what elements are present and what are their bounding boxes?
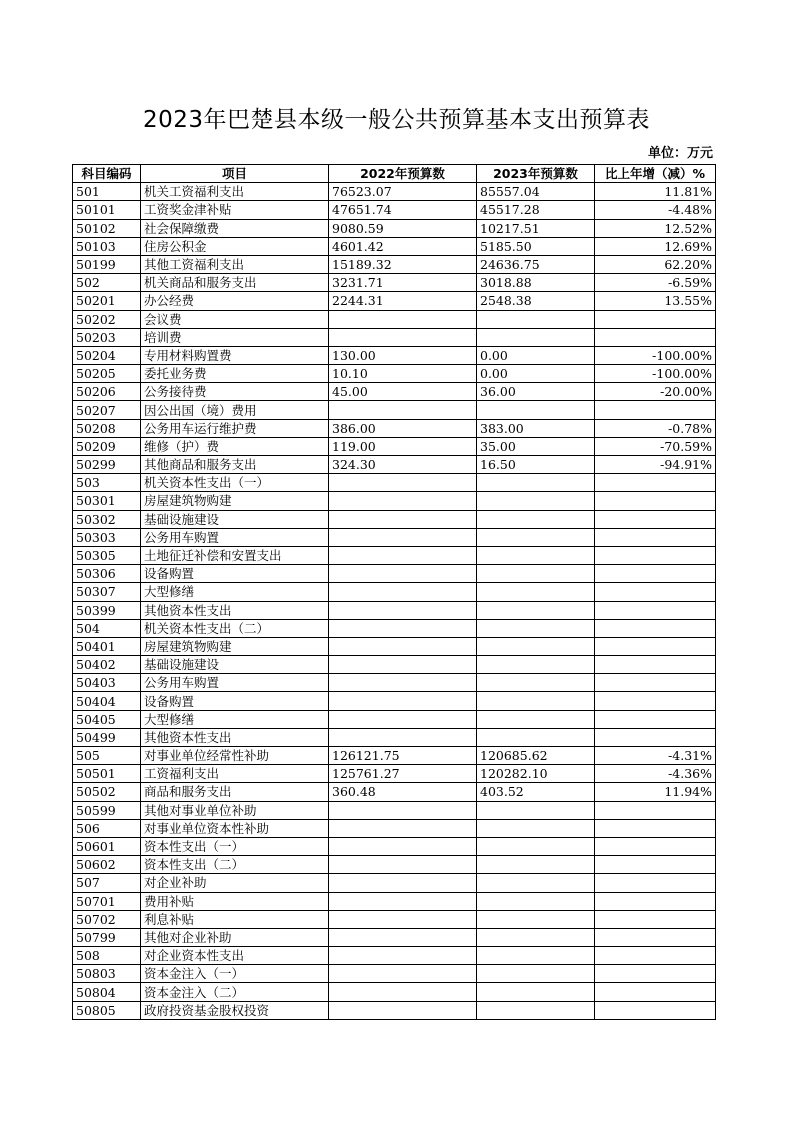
- cell-2022: [329, 910, 477, 928]
- table-row: [73, 510, 716, 528]
- cell-2023: [477, 601, 595, 619]
- table-row: [73, 728, 716, 746]
- cell-item: 公务用车运行维护费: [141, 419, 329, 437]
- cell-code: 50203: [73, 328, 141, 346]
- cell-2022: [329, 656, 477, 674]
- table-row: [73, 310, 716, 328]
- cell-2023: 383.00: [477, 419, 595, 437]
- cell-item: 机关工资福利支出: [141, 183, 329, 201]
- cell-code: 50804: [73, 983, 141, 1001]
- cell-2023: 120685.62: [477, 747, 595, 765]
- cell-code: 50303: [73, 528, 141, 546]
- cell-item: 其他资本性支出: [141, 601, 329, 619]
- table-row: [73, 837, 716, 855]
- cell-item: 对事业单位资本性补助: [141, 819, 329, 837]
- cell-2022: 47651.74: [329, 201, 477, 219]
- cell-code: 50702: [73, 910, 141, 928]
- cell-item: 费用补贴: [141, 892, 329, 910]
- cell-code: 50207: [73, 401, 141, 419]
- cell-2023: 24636.75: [477, 255, 595, 273]
- cell-change: -4.31%: [595, 747, 716, 765]
- cell-item: 其他工资福利支出: [141, 255, 329, 273]
- cell-2022: [329, 619, 477, 637]
- cell-change: [595, 492, 716, 510]
- cell-change: [595, 892, 716, 910]
- cell-item: 设备购置: [141, 565, 329, 583]
- cell-item: 培训费: [141, 328, 329, 346]
- cell-change: -0.78%: [595, 419, 716, 437]
- table-row: [73, 365, 716, 383]
- cell-code: 50502: [73, 783, 141, 801]
- cell-change: -4.36%: [595, 765, 716, 783]
- cell-item: 机关资本性支出（二）: [141, 619, 329, 637]
- cell-item: 公务用车购置: [141, 674, 329, 692]
- cell-item: 设备购置: [141, 692, 329, 710]
- cell-change: [595, 947, 716, 965]
- cell-2023: [477, 565, 595, 583]
- cell-2022: 119.00: [329, 437, 477, 455]
- cell-change: [595, 637, 716, 655]
- cell-code: 50103: [73, 237, 141, 255]
- cell-item: 基础设施建设: [141, 510, 329, 528]
- table-row: [73, 619, 716, 637]
- table-row: [73, 437, 716, 455]
- cell-code: 50404: [73, 692, 141, 710]
- cell-code: 50206: [73, 383, 141, 401]
- cell-change: [595, 583, 716, 601]
- table-row: [73, 765, 716, 783]
- cell-change: [595, 656, 716, 674]
- cell-change: [595, 874, 716, 892]
- cell-code: 50301: [73, 492, 141, 510]
- cell-item: 社会保障缴费: [141, 219, 329, 237]
- table-row: [73, 965, 716, 983]
- cell-item: 资本性支出（一）: [141, 837, 329, 855]
- table-row: [73, 1001, 716, 1019]
- cell-2022: [329, 892, 477, 910]
- cell-code: 50701: [73, 892, 141, 910]
- cell-2022: 126121.75: [329, 747, 477, 765]
- cell-2022: [329, 856, 477, 874]
- cell-2022: [329, 637, 477, 655]
- cell-change: [595, 310, 716, 328]
- cell-2022: [329, 710, 477, 728]
- cell-code: 50208: [73, 419, 141, 437]
- table-row: [73, 201, 716, 219]
- cell-item: 房屋建筑物购建: [141, 637, 329, 655]
- cell-2022: [329, 947, 477, 965]
- cell-2023: 2548.38: [477, 292, 595, 310]
- cell-2023: [477, 692, 595, 710]
- cell-2022: [329, 819, 477, 837]
- cell-change: [595, 692, 716, 710]
- cell-item: 公务接待费: [141, 383, 329, 401]
- table-row: [73, 419, 716, 437]
- table-row: [73, 328, 716, 346]
- cell-2023: [477, 819, 595, 837]
- cell-change: [595, 619, 716, 637]
- cell-change: 13.55%: [595, 292, 716, 310]
- cell-2023: [477, 928, 595, 946]
- cell-code: 50602: [73, 856, 141, 874]
- cell-code: 505: [73, 747, 141, 765]
- cell-change: [595, 819, 716, 837]
- cell-code: 508: [73, 947, 141, 965]
- table-row: [73, 237, 716, 255]
- cell-change: [595, 328, 716, 346]
- table-row: [73, 892, 716, 910]
- cell-2022: 15189.32: [329, 255, 477, 273]
- table-row: [73, 910, 716, 928]
- table-row: [73, 819, 716, 837]
- table-row: [73, 637, 716, 655]
- cell-2023: 403.52: [477, 783, 595, 801]
- cell-2022: [329, 692, 477, 710]
- cell-code: 50307: [73, 583, 141, 601]
- table-row: [73, 456, 716, 474]
- cell-code: 50599: [73, 801, 141, 819]
- cell-2023: [477, 947, 595, 965]
- cell-2022: [329, 674, 477, 692]
- table-row: [73, 947, 716, 965]
- cell-change: -4.48%: [595, 201, 716, 219]
- cell-2022: [329, 401, 477, 419]
- cell-item: 其他对企业补助: [141, 928, 329, 946]
- table-row: [73, 346, 716, 364]
- cell-2022: 125761.27: [329, 765, 477, 783]
- cell-2022: 3231.71: [329, 274, 477, 292]
- cell-2022: [329, 546, 477, 564]
- cell-item: 对企业资本性支出: [141, 947, 329, 965]
- cell-2022: [329, 874, 477, 892]
- cell-code: 50405: [73, 710, 141, 728]
- cell-2023: [477, 983, 595, 1001]
- table-row: [73, 546, 716, 564]
- cell-2023: [477, 728, 595, 746]
- cell-code: 50499: [73, 728, 141, 746]
- table-row: [73, 601, 716, 619]
- cell-code: 50403: [73, 674, 141, 692]
- cell-change: 11.94%: [595, 783, 716, 801]
- page-title: 2023年巴楚县本级一般公共预算基本支出预算表: [142, 107, 651, 133]
- cell-2023: 3018.88: [477, 274, 595, 292]
- cell-item: 利息补贴: [141, 910, 329, 928]
- cell-2023: [477, 710, 595, 728]
- cell-code: 50402: [73, 656, 141, 674]
- cell-change: [595, 928, 716, 946]
- table-row: [73, 292, 716, 310]
- cell-2023: [477, 474, 595, 492]
- cell-2022: 360.48: [329, 783, 477, 801]
- cell-2022: 130.00: [329, 346, 477, 364]
- cell-2023: [477, 1001, 595, 1019]
- cell-code: 50209: [73, 437, 141, 455]
- cell-code: 50299: [73, 456, 141, 474]
- cell-code: 507: [73, 874, 141, 892]
- cell-2023: [477, 401, 595, 419]
- cell-2023: [477, 656, 595, 674]
- cell-2023: 35.00: [477, 437, 595, 455]
- cell-change: [595, 728, 716, 746]
- cell-item: 工资福利支出: [141, 765, 329, 783]
- cell-2022: [329, 983, 477, 1001]
- cell-code: 50799: [73, 928, 141, 946]
- cell-2023: [477, 328, 595, 346]
- cell-code: 50202: [73, 310, 141, 328]
- cell-code: 50399: [73, 601, 141, 619]
- cell-2023: 10217.51: [477, 219, 595, 237]
- cell-code: 50601: [73, 837, 141, 855]
- cell-2022: [329, 510, 477, 528]
- cell-2022: [329, 310, 477, 328]
- table-row: [73, 656, 716, 674]
- table-row: [73, 255, 716, 273]
- cell-code: 50306: [73, 565, 141, 583]
- cell-change: [595, 801, 716, 819]
- cell-2023: [477, 856, 595, 874]
- cell-item: 房屋建筑物购建: [141, 492, 329, 510]
- table-row: [73, 583, 716, 601]
- table-row: [73, 710, 716, 728]
- cell-item: 委托业务费: [141, 365, 329, 383]
- cell-2022: [329, 492, 477, 510]
- cell-2023: [477, 801, 595, 819]
- table-row: [73, 983, 716, 1001]
- cell-code: 501: [73, 183, 141, 201]
- table-row: [73, 474, 716, 492]
- cell-item: 专用材料购置费: [141, 346, 329, 364]
- cell-code: 50102: [73, 219, 141, 237]
- header-code: 科目编码: [73, 165, 141, 183]
- cell-item: 办公经费: [141, 292, 329, 310]
- cell-2023: [477, 892, 595, 910]
- cell-item: 公务用车购置: [141, 528, 329, 546]
- cell-2022: [329, 565, 477, 583]
- cell-item: 其他对事业单位补助: [141, 801, 329, 819]
- table-row: [73, 565, 716, 583]
- cell-code: 50101: [73, 201, 141, 219]
- cell-2023: [477, 837, 595, 855]
- cell-2023: [477, 583, 595, 601]
- cell-2022: 9080.59: [329, 219, 477, 237]
- cell-change: [595, 856, 716, 874]
- cell-2023: 36.00: [477, 383, 595, 401]
- cell-2022: 10.10: [329, 365, 477, 383]
- cell-change: -6.59%: [595, 274, 716, 292]
- cell-code: 50803: [73, 965, 141, 983]
- cell-2022: 386.00: [329, 419, 477, 437]
- cell-code: 502: [73, 274, 141, 292]
- table-row: [73, 274, 716, 292]
- cell-code: 504: [73, 619, 141, 637]
- cell-2023: [477, 528, 595, 546]
- cell-2022: [329, 801, 477, 819]
- table-row: [73, 383, 716, 401]
- cell-item: 会议费: [141, 310, 329, 328]
- cell-2023: 45517.28: [477, 201, 595, 219]
- cell-item: 其他资本性支出: [141, 728, 329, 746]
- cell-change: [595, 401, 716, 419]
- cell-2023: [477, 674, 595, 692]
- cell-2022: [329, 583, 477, 601]
- cell-2023: 0.00: [477, 346, 595, 364]
- table-body: [73, 183, 716, 1020]
- table-row: [73, 674, 716, 692]
- table-row: [73, 492, 716, 510]
- cell-item: 资本金注入（一）: [141, 965, 329, 983]
- cell-code: 50305: [73, 546, 141, 564]
- cell-2022: [329, 601, 477, 619]
- cell-2023: [477, 637, 595, 655]
- cell-2023: [477, 510, 595, 528]
- header-2022: 2022年预算数: [329, 165, 477, 183]
- cell-2022: [329, 965, 477, 983]
- cell-2023: 5185.50: [477, 237, 595, 255]
- cell-change: [595, 1001, 716, 1019]
- cell-2022: 324.30: [329, 456, 477, 474]
- cell-2022: [329, 328, 477, 346]
- cell-2023: [477, 910, 595, 928]
- cell-item: 工资奖金津补贴: [141, 201, 329, 219]
- cell-item: 商品和服务支出: [141, 783, 329, 801]
- cell-change: [595, 910, 716, 928]
- cell-2023: [477, 546, 595, 564]
- cell-code: 503: [73, 474, 141, 492]
- cell-2023: [477, 619, 595, 637]
- unit-label: 单位：万元: [647, 146, 713, 161]
- table-row: [73, 747, 716, 765]
- cell-2023: 120282.10: [477, 765, 595, 783]
- cell-2023: [477, 492, 595, 510]
- table-row: [73, 401, 716, 419]
- cell-2023: 0.00: [477, 365, 595, 383]
- cell-change: [595, 546, 716, 564]
- cell-code: 50205: [73, 365, 141, 383]
- cell-2022: 2244.31: [329, 292, 477, 310]
- cell-change: -20.00%: [595, 383, 716, 401]
- cell-change: 12.69%: [595, 237, 716, 255]
- cell-item: 其他商品和服务支出: [141, 456, 329, 474]
- cell-2023: 85557.04: [477, 183, 595, 201]
- cell-change: 12.52%: [595, 219, 716, 237]
- cell-2023: 16.50: [477, 456, 595, 474]
- budget-table: [72, 164, 716, 1020]
- cell-item: 维修（护）费: [141, 437, 329, 455]
- cell-item: 因公出国（境）费用: [141, 401, 329, 419]
- cell-change: [595, 565, 716, 583]
- cell-change: [595, 674, 716, 692]
- cell-item: 对企业补助: [141, 874, 329, 892]
- cell-change: [595, 510, 716, 528]
- cell-change: -70.59%: [595, 437, 716, 455]
- cell-change: [595, 601, 716, 619]
- cell-item: 资本金注入（二）: [141, 983, 329, 1001]
- cell-code: 50201: [73, 292, 141, 310]
- cell-change: [595, 965, 716, 983]
- cell-2023: [477, 310, 595, 328]
- cell-2023: [477, 874, 595, 892]
- cell-code: 50302: [73, 510, 141, 528]
- cell-item: 机关资本性支出（一）: [141, 474, 329, 492]
- cell-change: [595, 474, 716, 492]
- cell-code: 50204: [73, 346, 141, 364]
- cell-code: 50805: [73, 1001, 141, 1019]
- cell-item: 资本性支出（二）: [141, 856, 329, 874]
- table-row: [73, 928, 716, 946]
- cell-2022: [329, 1001, 477, 1019]
- table-row: [73, 692, 716, 710]
- cell-code: 50401: [73, 637, 141, 655]
- cell-code: 50199: [73, 255, 141, 273]
- table-row: [73, 801, 716, 819]
- table-row: [73, 856, 716, 874]
- cell-change: -100.00%: [595, 365, 716, 383]
- cell-item: 基础设施建设: [141, 656, 329, 674]
- cell-2022: [329, 528, 477, 546]
- cell-item: 大型修缮: [141, 583, 329, 601]
- cell-item: 土地征迁补偿和安置支出: [141, 546, 329, 564]
- cell-2022: [329, 728, 477, 746]
- cell-2023: [477, 965, 595, 983]
- cell-code: 50501: [73, 765, 141, 783]
- cell-change: -94.91%: [595, 456, 716, 474]
- cell-2022: [329, 928, 477, 946]
- table-row: [73, 874, 716, 892]
- header-item: 项目: [141, 165, 329, 183]
- cell-2022: 4601.42: [329, 237, 477, 255]
- table-row: [73, 219, 716, 237]
- cell-change: [595, 837, 716, 855]
- cell-change: 11.81%: [595, 183, 716, 201]
- cell-2022: [329, 474, 477, 492]
- cell-item: 大型修缮: [141, 710, 329, 728]
- cell-item: 政府投资基金股权投资: [141, 1001, 329, 1019]
- header-2023: 2023年预算数: [477, 165, 595, 183]
- cell-change: [595, 983, 716, 1001]
- cell-item: 机关商品和服务支出: [141, 274, 329, 292]
- cell-change: -100.00%: [595, 346, 716, 364]
- cell-item: 对事业单位经常性补助: [141, 747, 329, 765]
- cell-change: [595, 528, 716, 546]
- cell-change: [595, 710, 716, 728]
- table-row: [73, 783, 716, 801]
- cell-item: 住房公积金: [141, 237, 329, 255]
- table-row: [73, 528, 716, 546]
- header-change: 比上年增（减）%: [595, 165, 716, 183]
- cell-2022: [329, 837, 477, 855]
- cell-code: 506: [73, 819, 141, 837]
- cell-change: 62.20%: [595, 255, 716, 273]
- table-header-row: [73, 165, 716, 183]
- cell-2022: 45.00: [329, 383, 477, 401]
- table-row: [73, 183, 716, 201]
- cell-2022: 76523.07: [329, 183, 477, 201]
